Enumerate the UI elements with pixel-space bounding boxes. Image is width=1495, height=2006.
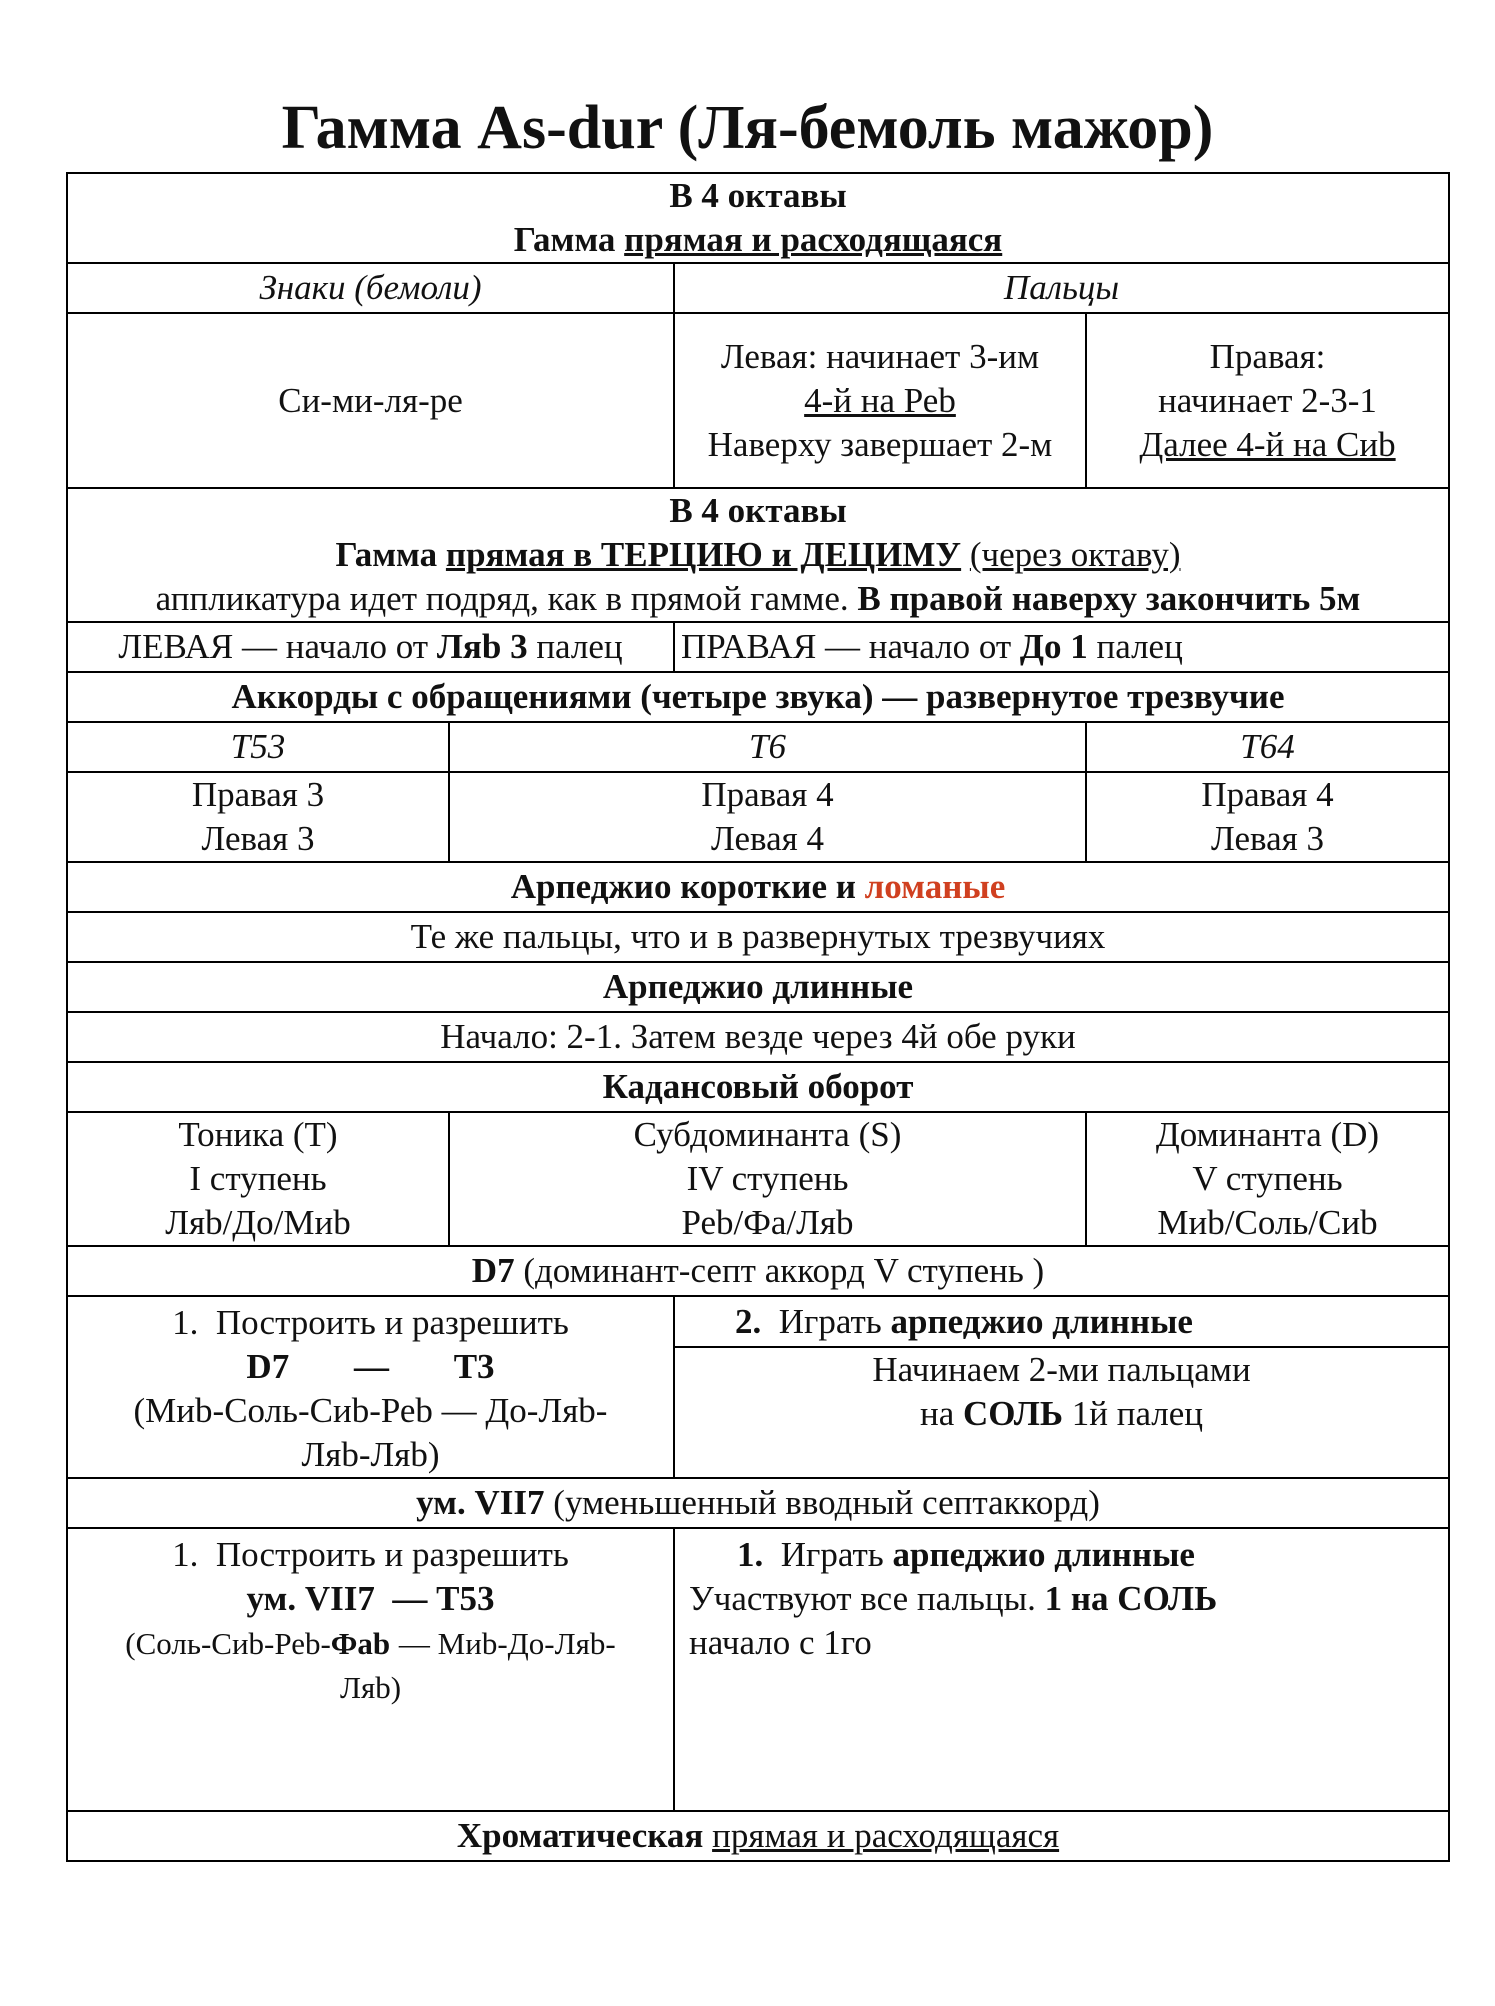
d7-formula-b: Т3	[453, 1347, 495, 1386]
chord-t64-left: Левая 3	[1211, 819, 1324, 858]
vii7-header-rest: (уменьшенный вводный септаккорд)	[553, 1483, 1100, 1522]
s2-right-post: палец	[1096, 627, 1183, 666]
d7-build-text: Построить и разрешить	[215, 1303, 569, 1342]
cadence-header-text: Кадансовый оборот	[602, 1067, 914, 1106]
arp-long-text-row	[67, 1012, 1449, 1062]
chords-header	[67, 672, 1449, 722]
page-title: Гамма As-dur (Ля-бемоль мажор)	[281, 94, 1214, 162]
d7-play-num: 2.	[735, 1301, 762, 1341]
chord-t64-fingers	[1086, 772, 1449, 862]
chords-cols-row	[67, 722, 1449, 772]
chord-t6-left: Левая 4	[711, 819, 824, 858]
d7-start-cell	[674, 1347, 1449, 1478]
fingers-header: Пальцы	[674, 263, 1449, 313]
s2-right-pre: ПРАВАЯ — начало от	[681, 627, 1012, 666]
s2-fingering-text: аппликатура идет подряд, как в прямой гамме.	[155, 579, 849, 618]
arp-short-text: Те же пальцы, что и в развернутых трезвучиях	[67, 912, 1449, 962]
vii7-header-row	[67, 1478, 1449, 1528]
arp-short-header-red: ломаные	[864, 867, 1006, 906]
arp-short-text-row	[67, 912, 1449, 962]
d7-start-post: 1й палец	[1071, 1394, 1204, 1434]
arp-short-header	[67, 862, 1449, 912]
vii7-build-cell	[67, 1528, 674, 1811]
d7-play-cell	[674, 1296, 1449, 1347]
chromatic-row	[67, 1811, 1449, 1861]
d7-formula-a: D7	[246, 1347, 290, 1386]
cadence-dominant-step: V ступень	[1192, 1159, 1343, 1198]
d7-notes-2: Ляb-Ляb)	[301, 1435, 440, 1474]
cadence-header-row	[67, 1062, 1449, 1112]
left-hand-fingering	[674, 313, 1086, 488]
d7-header-bold: D7	[471, 1251, 515, 1290]
arp-long-header-row	[67, 962, 1449, 1012]
s2-octaves: В 4 октавы	[669, 491, 847, 530]
s1-body-row	[67, 313, 1449, 488]
cadence-dominant-name: Доминанта (D)	[1155, 1115, 1380, 1154]
arp-long-header	[67, 962, 1449, 1012]
chromatic-cell	[67, 1811, 1449, 1861]
s2-scale-note: (через октаву)	[969, 535, 1181, 574]
vii7-play-line-2: Участвуют все пальцы.	[689, 1579, 1036, 1618]
s1-octaves: В 4 октавы	[669, 176, 847, 215]
d7-start-line-1: Начинаем 2-ми пальцами	[872, 1350, 1251, 1390]
arp-long-text: Начало: 2-1. Затем везде через 4й обе руки	[67, 1012, 1449, 1062]
cadence-tonic-step: I ступень	[189, 1159, 327, 1198]
signs-header: Знаки (бемоли)	[67, 263, 674, 313]
arp-long-header-text: Арпеджио длинные	[602, 967, 914, 1006]
d7-header	[67, 1246, 1449, 1296]
chord-t53-right: Правая 3	[191, 775, 325, 814]
vii7-play-line-2-bold: 1 на СОЛЬ	[1044, 1579, 1218, 1618]
chord-t64-right: Правая 4	[1201, 775, 1334, 814]
s1-scale-type: прямая и расходящаяся	[624, 220, 1003, 259]
vii7-notes-2: Ляb)	[339, 1670, 402, 1705]
chord-col-t6: T6	[449, 722, 1086, 772]
s2-right-bold: До 1	[1019, 627, 1088, 666]
d7-build-cell	[67, 1296, 674, 1478]
d7-notes-1: (Миb-Соль-Сиb-Реb — До-Ляb-	[133, 1391, 608, 1430]
d7-build-num: 1.	[172, 1303, 199, 1342]
s2-left-pre: ЛЕВАЯ — начало от	[118, 627, 429, 666]
s2-scale-label: Гамма	[335, 535, 438, 574]
d7-play-bold: арпеджио длинные	[890, 1301, 1193, 1341]
s2-right-start	[674, 622, 1449, 672]
s1-header-row	[67, 173, 1449, 263]
cadence-subdominant	[449, 1112, 1086, 1246]
scale-table	[66, 172, 1450, 1862]
s2-header-row	[67, 488, 1449, 622]
cadence-subdominant-name: Субдоминанта (S)	[633, 1115, 902, 1154]
vii7-notes-post: — Миb-До-Ляb-	[398, 1626, 616, 1661]
cadence-values-row	[67, 1112, 1449, 1246]
s2-hands-row	[67, 622, 1449, 672]
s1-header	[67, 173, 1449, 263]
d7-start-pre: на	[919, 1394, 955, 1434]
vii7-body-row	[67, 1528, 1449, 1811]
vii7-header-bold: ум. VII7	[416, 1483, 545, 1522]
vii7-notes-pre: (Соль-Сиb-Реb-	[125, 1626, 331, 1661]
chord-t53-fingers	[67, 772, 449, 862]
cadence-dominant-notes: Миb/Соль/Сиb	[1157, 1203, 1378, 1242]
d7-start-bold: СОЛЬ	[963, 1394, 1063, 1434]
d7-header-row	[67, 1246, 1449, 1296]
cadence-header	[67, 1062, 1449, 1112]
chromatic-bold: Хроматическая	[456, 1816, 704, 1855]
right-hand-fingering	[1086, 313, 1449, 488]
scale-sheet	[66, 172, 1448, 1862]
vii7-play-text: Играть	[780, 1535, 884, 1574]
s2-left-post: палец	[536, 627, 623, 666]
d7-header-rest: (доминант-септ аккорд V ступень )	[523, 1251, 1045, 1290]
chords-header-text: Аккорды с обращениями (четыре звука) — развернутое трезвучие	[231, 677, 1285, 716]
chords-header-row	[67, 672, 1449, 722]
left-line-1: Левая: начинает 3-им	[720, 336, 1040, 376]
s2-left-bold: Ляb 3	[436, 627, 528, 666]
left-line-3: Наверху завершает 2-м	[707, 424, 1053, 464]
cadence-subdominant-notes: Реb/Фа/Ляb	[681, 1203, 854, 1242]
vii7-play-line-3: начало с 1го	[689, 1623, 872, 1662]
cadence-tonic-notes: Ляb/До/Миb	[165, 1203, 351, 1242]
vii7-build-num: 1.	[172, 1535, 199, 1574]
s2-left-start	[67, 622, 674, 672]
arp-short-header-text: Арпеджио короткие и	[510, 867, 856, 906]
vii7-play-cell	[674, 1528, 1449, 1811]
d7-play-text: Играть	[778, 1301, 882, 1341]
cadence-dominant	[1086, 1112, 1449, 1246]
signs-value: Си-ми-ля-ре	[67, 313, 674, 488]
right-line-1: Правая:	[1209, 336, 1326, 376]
vii7-play-bold: арпеджио длинные	[892, 1535, 1195, 1574]
d7-row-a	[67, 1296, 1449, 1347]
s2-scale-type: прямая в ТЕРЦИЮ и ДЕЦИМУ	[445, 535, 962, 574]
cadence-tonic	[67, 1112, 449, 1246]
s2-fingering-bold: В правой наверху закончить 5м	[857, 579, 1361, 618]
s2-header	[67, 488, 1449, 622]
vii7-formula: ум. VII7 — Т53	[246, 1579, 495, 1618]
right-line-2: начинает 2-3-1	[1158, 380, 1377, 420]
chromatic-type: прямая и расходящаяся	[712, 1816, 1060, 1855]
s1-subheader-row	[67, 263, 1449, 313]
vii7-build-text: Построить и разрешить	[215, 1535, 569, 1574]
chord-t6-fingers	[449, 772, 1086, 862]
chord-col-t64: T64	[1086, 722, 1449, 772]
left-line-2: 4-й на Реb	[804, 380, 956, 420]
vii7-play-num: 1.	[737, 1535, 764, 1574]
vii7-header	[67, 1478, 1449, 1528]
chord-col-t53: T53	[67, 722, 449, 772]
s1-scale-label: Гамма	[513, 220, 616, 259]
d7-formula-dash: —	[353, 1347, 389, 1386]
chord-t6-right: Правая 4	[701, 775, 834, 814]
cadence-tonic-name: Тоника (Т)	[178, 1115, 338, 1154]
arp-short-header-row	[67, 862, 1449, 912]
cadence-subdominant-step: IV ступень	[686, 1159, 849, 1198]
vii7-notes-bold: Фаb	[330, 1626, 391, 1661]
right-line-3: Далее 4-й на Сиb	[1139, 424, 1396, 464]
chord-t53-left: Левая 3	[201, 819, 315, 858]
chords-values-row	[67, 772, 1449, 862]
